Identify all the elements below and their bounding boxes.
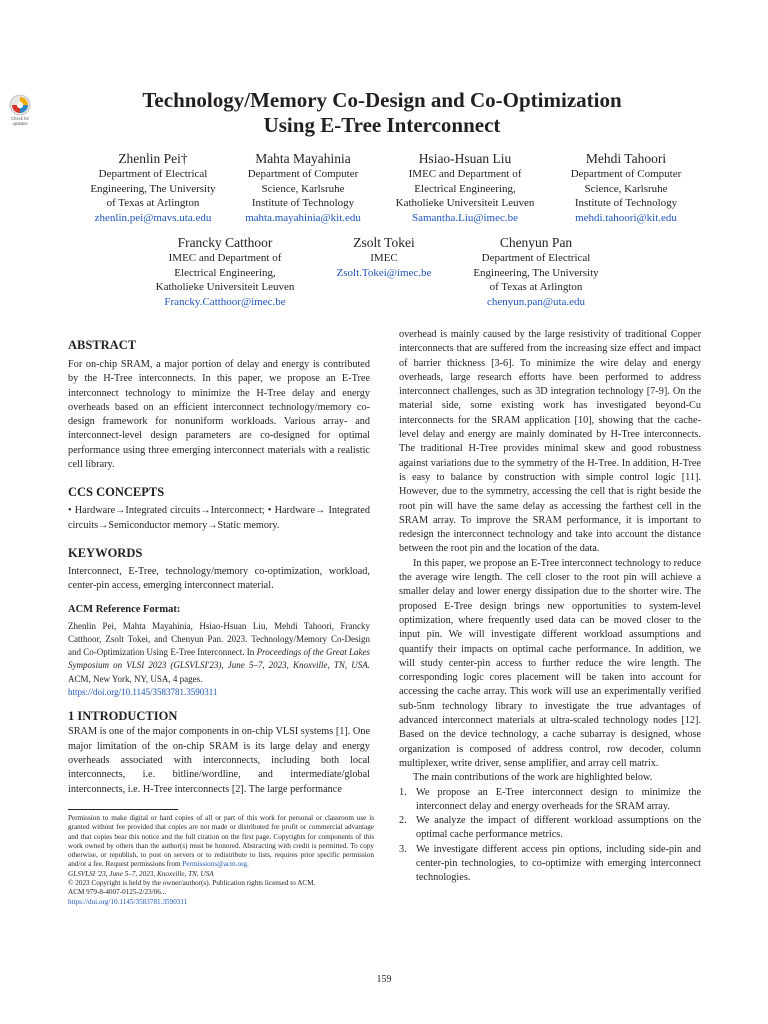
list-item	[399, 843, 701, 886]
abstract-heading: ABSTRACT	[68, 338, 137, 352]
paper-title	[80, 88, 684, 138]
list-item	[399, 814, 701, 843]
author-affiliation: Department of Computer	[247, 168, 359, 180]
author-affiliation: Engineering, The University	[473, 266, 599, 279]
list-item-number: 1.	[399, 786, 407, 798]
author-affiliation: Department of Computer	[570, 168, 682, 180]
author-affiliation: IMEC	[370, 252, 398, 264]
author-block	[132, 234, 318, 309]
author-affiliation: Katholieke Universiteit Leuven	[395, 197, 535, 210]
author-affiliation: IMEC and Department of	[408, 168, 522, 180]
list-item-text: We investigate different access pin options, including side-pin and center-pin technologies, to co-optimize with emerging interconnect technologies.	[416, 843, 701, 884]
author-block	[314, 234, 454, 280]
author-name: Mahta Mayahinia	[255, 151, 351, 166]
list-item-text: We propose an E-Tree interconnect design to minimize the interconnect delay and energy overheads for the SRAM array.	[416, 786, 701, 812]
author-affiliation: Electrical Engineering,	[414, 182, 516, 195]
permissions-email-link[interactable]: Permissions@acm.org	[182, 860, 247, 869]
author-affiliation: Science, Karlsruhe	[584, 182, 668, 195]
intro-paragraph-1: overhead is mainly caused by the large resistivity of traditional Copper interconnects that are suffered from the increasing size effect and impact of barrier thickness [3-6]. To minimize the wire delay and energy overheads, large research efforts have been performed to address interconnect challenges, such as 3D integration technology [7-9]. On the material side, some existing work has investigated beyond-Cu interconnects for the SRAM application [10], showing that the cache-level delay and energy are mainly dominated by H-Tree interconnects. The traditional H-Tree provides minimal skew and good robustness against variations due to the symmetry of the H-Tree. In addition, H-Tree is easy to balance by construction with simple control logic [11]. However, due to the symmetry, accessing the cell that is right beside the root pin will have the same delay as accessing the farthest cell in the SRAM array. To improve the SRAM performance, it is important to redesign the interconnect technology and take into account the distance between the root pin and the location of the data.	[399, 329, 701, 555]
author-name: Francky Catthoor	[177, 235, 273, 250]
isbn: ACM 979-8-4007-0125-2/23/06...	[68, 888, 167, 897]
author-block	[450, 234, 622, 309]
acm-ref-venue: Proceedings of the Great Lakes Symposium on VLSI 2023 (GLSVLSI'23), June 5–7, 2023, Knoxville, TN, USA.	[68, 647, 370, 671]
check-for-updates-badge[interactable]	[7, 94, 33, 128]
list-item-text: We analyze the impact of different workload assumptions on the optimal cache performance metrics.	[416, 815, 701, 841]
intro-paragraph-2: In this paper, we propose an E-Tree interconnect technology to reduce the average wire length. The cell closer to the root pin will achieve a smaller delay and lower energy dissipation due to the shorter wire. The proposed E-Tree design brings new opportunities to system-level optimization, where frequently used data can be moved closer to the input pin. We will investigate different workload assumptions and quantify their impacts on optimal cache performance. In addition, we will study center-pin access to further reduce the wire length. The corresponding logic cores placement will be taken into account for accessing the cache array. This work will use an experimentally verified sub-5nm technology library to investigate the true advantages of advanced interconnect materials at ultra-scaled technology nodes [12]. Based on the device technology, a cache subarray is designed, whose organization is composed of address control, row decoder, column multiplexer, write driver, sense amplifier, and array cell matrix.	[399, 557, 701, 769]
acm-ref-citation: Zhenlin Pei, Mahta Mayahinia, Hsiao-Hsuan Liu, Mehdi Tahoori, Francky Catthoor, Zsolt Tokei, and Chenyun Pan. 2023. Technology/Memory Co-Design and Co-Optimization Using E-Tree Interconnect. In	[68, 620, 370, 658]
permission-statement: Permission to make digital or hard copies of all or part of this work for personal or classroom use is granted without fee provided that copies are not made or distributed for profit or commercial advantage and that copies bear this notice and the full citation on the first page. Copyrights for components of this work owned by others than the author(s) must be honored. Abstracting with credit is permitted. To copy otherwise, or republish, to post on servers or to redistribute to lists, requires prior specific permission and/or a fee. Request permissions from	[68, 814, 374, 869]
check-for-updates-icon	[7, 94, 33, 128]
author-affiliation: Institute of Technology	[574, 197, 678, 210]
right-column	[399, 328, 701, 886]
author-email[interactable]: Zsolt.Tokei@imec.be	[336, 266, 432, 279]
author-block	[62, 150, 244, 225]
permission-text: Permission to make digital or hard copies of all or part of this work for personal or classroom use is granted without fee provided that copies are not made or distributed for profit or commercial advantage and that copies bear this notice and the full citation on the first page. Copyrights for components of this work owned by others than the author(s) must be honored. Abstracting with credit is permitted. To copy otherwise, or republish, to post on servers or to redistribute to lists, requires prior specific permission and/or a fee. Request permissions from Permissions@acm.org.	[68, 814, 374, 869]
author-block	[372, 150, 558, 225]
author-email[interactable]: zhenlin.pei@mavs.uta.edu	[94, 211, 212, 224]
list-item	[399, 786, 701, 815]
author-affiliation: of Texas at Arlington	[489, 281, 583, 294]
author-affiliation: Department of Electrical	[98, 168, 208, 180]
acm-ref-heading: ACM Reference Format:	[68, 603, 181, 615]
ccs-text: • Hardware→Integrated circuits→Interconnect; • Hardware→ Integrated circuits→Semiconductor memory→Static memory.	[68, 505, 370, 531]
author-name: Mehdi Tahoori	[585, 151, 667, 166]
ccs-heading: CCS CONCEPTS	[68, 485, 165, 500]
permission-doi-link[interactable]: https://doi.org/10.1145/3583781.3590311	[68, 897, 188, 906]
author-email[interactable]: mahta.mayahinia@kit.edu	[245, 211, 361, 224]
author-email[interactable]: Francky.Catthoor@imec.be	[164, 295, 286, 308]
contributions-list	[399, 786, 701, 886]
author-block	[220, 150, 386, 225]
acm-ref-text	[68, 620, 370, 700]
author-name: Chenyun Pan	[499, 235, 573, 250]
contributions-lead: The main contributions of the work are highlighted below.	[413, 772, 653, 784]
author-affiliation: IMEC and Department of	[168, 252, 282, 264]
acm-ref-publisher: ACM, New York, NY, USA, 4 pages.	[68, 673, 203, 684]
badge-line-1: Check for	[11, 116, 29, 121]
author-email[interactable]: mehdi.tahoori@kit.edu	[575, 211, 677, 224]
permission-block	[68, 814, 374, 907]
page-number: 159	[376, 974, 392, 985]
abstract-text: For on-chip SRAM, a major portion of delay and energy is contributed by the H-Tree interconnects. In this paper, we propose an E-Tree interconnect technology to minimize the H-Tree delay and energy overheads based on an efficient interconnect technology/memory co-design framework for nonuniform workloads. Various array- and interconnect-level design parameters are co-designed for optimal performance using three emerging interconnect materials with a realistic cell library.	[68, 359, 370, 471]
author-affiliation: of Texas at Arlington	[106, 197, 200, 210]
author-email[interactable]: chenyun.pan@uta.edu	[486, 295, 586, 308]
copyright-notice: © 2023 Copyright is held by the owner/author(s). Publication rights licensed to ACM.	[68, 879, 316, 888]
badge-line-2: updates	[12, 121, 28, 126]
list-item-number: 3.	[399, 843, 407, 855]
left-column	[68, 337, 370, 797]
author-block	[544, 150, 708, 225]
author-affiliation: Electrical Engineering,	[174, 266, 276, 279]
keywords-heading: KEYWORDS	[68, 545, 143, 560]
author-affiliation: Science, Karlsruhe	[261, 182, 345, 195]
title-line-2: Using E-Tree Interconnect	[263, 113, 501, 137]
author-name: Hsiao-Hsuan Liu	[418, 151, 512, 166]
list-item-number: 2.	[399, 815, 407, 827]
author-name: Zhenlin Pei†	[118, 151, 188, 166]
introduction-heading: 1 INTRODUCTION	[68, 709, 178, 724]
author-affiliation: Institute of Technology	[251, 197, 355, 210]
author-email[interactable]: Samantha.Liu@imec.be	[411, 211, 519, 224]
title-line-1: Technology/Memory Co-Design and Co-Optimization	[142, 88, 622, 112]
keywords-text: Interconnect, E-Tree, technology/memory co-optimization, workload, center-pin access, emerging interconnect material.	[68, 565, 370, 592]
footnote-rule	[68, 809, 178, 810]
author-affiliation: Engineering, The University	[90, 182, 216, 195]
introduction-text: SRAM is one of the major components in on-chip VLSI systems [1]. One major limitation of the on-chip SRAM is its large delay and energy overheads associated with interconnects, including both local interconnects, i.e. bitline/wordline, and intermediate/global interconnects, i.e. H-Tree interconnects [2]. The large performance	[68, 726, 370, 795]
author-name: Zsolt Tokei	[353, 235, 415, 250]
author-affiliation: Department of Electrical	[481, 252, 591, 264]
conference-venue: GLSVLSI '23, June 5–7, 2023, Knoxville, TN, USA	[68, 869, 214, 878]
acm-ref-doi-link[interactable]: https://doi.org/10.1145/3583781.3590311	[68, 687, 218, 698]
author-affiliation: Katholieke Universiteit Leuven	[155, 281, 295, 294]
